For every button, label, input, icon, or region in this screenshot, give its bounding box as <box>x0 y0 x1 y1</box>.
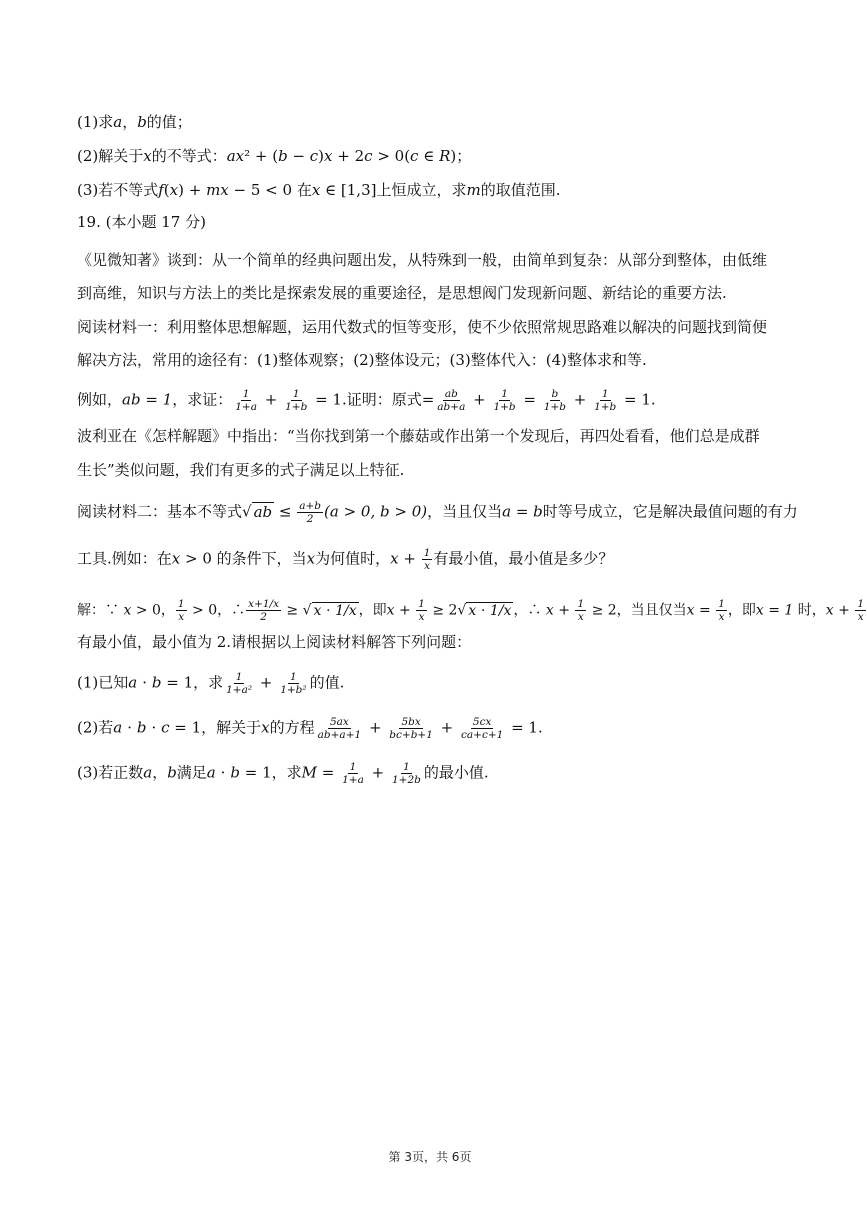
tool-line: 工具.例如：在𝑥 > 0 的条件下，当𝑥为何值时，𝑥 + $\frac{1}{\text{𝑥}}$ 有最小值，最小值是多少？ <box>77 547 614 572</box>
q18-part2: (2)解关于𝑥的不等式：𝑎𝑥² + (𝑏 − 𝑐)𝑥 + 2𝑐 > 0(𝑐 ∈ 𝑅)； <box>77 147 472 165</box>
solution-end: 有最小值，最小值为 2.请根据以上阅读材料解答下列问题： <box>77 633 472 651</box>
fraction: $\frac{1}{\text{𝑥}}$ <box>577 598 585 623</box>
q18-part3: (3)若不等式𝑓(𝑥) + 𝑚𝑥 − 5 < 0 在𝑥 ∈ [1,3]上恒成立，求𝑚的取值范围. <box>77 181 561 199</box>
fraction: $\frac{1}{\text{𝑥}}$ <box>418 598 425 623</box>
fraction: $\frac{\text{𝑎+𝑏}}{2}$ <box>299 500 322 525</box>
q19-heading: 19. (本小题 17 分) <box>77 213 206 231</box>
part2-prefix: (2)若𝑎 ⋅ 𝑏 ⋅ 𝑐 = 1，解关于𝑥的方程 <box>77 718 315 737</box>
example-prove: ，求证： <box>172 390 233 409</box>
fraction: $\frac{\text{5𝑏𝑥}}{\text{𝑏𝑐+𝑏+1}}$ <box>389 716 433 741</box>
fraction: $\frac{\text{5𝑐𝑥}}{\text{𝑐𝑎+𝑐+1}}$ <box>461 716 504 741</box>
tool-suffix: 有最小值，最小值是多少？ <box>433 549 614 568</box>
fraction: $\frac{1}{\text{1+2𝑏}}$ <box>391 761 421 786</box>
part3-suffix: 的最小值. <box>423 763 489 782</box>
fraction: $\frac{1}{\text{1+𝑏²}}$ <box>280 671 307 696</box>
material2-line: 阅读材料二：基本不等式√ 𝑎𝑏 ≤ $\frac{\text{𝑎+𝑏}}{2}$ (𝑎 > 0, 𝑏 > 0)，当且仅当𝑎 = 𝑏时等号成立，它是解决最值问题的有力 <box>77 500 798 525</box>
fraction: $\frac{\text{𝑏}}{\text{1+𝑏}}$ <box>543 388 566 413</box>
fraction: $\frac{1}{\text{𝑥}}$ <box>718 598 725 623</box>
q18-part1: (1)求𝑎，𝑏的值； <box>77 113 192 131</box>
fraction: $\frac{1}{\text{1+𝑏}}$ <box>594 388 617 413</box>
example-line: 例如，𝑎𝑏 = 1，求证： $\frac{1}{\text{1+𝑎}}$ + $\frac{1}{\text{1+𝑏}}$ = 1.证明：原式= $\frac{\text{𝑎𝑏}}{\text{𝑎𝑏+𝑎}}$ + $\frac{1}{\text{1+𝑏}}$ = $\frac{\text{𝑏}}{\text{1+𝑏}}$ + $\frac{1}{\text{1+𝑏}}$ = 1. <box>77 388 656 413</box>
fraction: $\frac{1}{\text{1+𝑎}}$ <box>342 761 364 786</box>
part2-suffix: = 1. <box>506 718 543 737</box>
example-prefix: 例如， <box>77 390 123 409</box>
material1-line2: 解决方法，常用的途径有：(1)整体观察；(2)整体设元；(3)整体代入：(4)整体求和等. <box>77 351 647 369</box>
q19-part1: (1)已知𝑎 ⋅ 𝑏 = 1，求 $\frac{1}{\text{1+𝑎²}}$ + $\frac{1}{\text{1+𝑏²}}$ 的值. <box>77 671 345 696</box>
material1-line1: 阅读材料一：利用整体思想解题，运用代数式的恒等变形，使不少依照常规思路难以解决的问题找到简便 <box>77 318 768 336</box>
polya-line1: 波利亚在《怎样解题》中指出：“当你找到第一个藤菇或作出第一个发现后，再四处看看，他们总是成群 <box>77 427 760 445</box>
fraction: $\frac{\text{𝑥+1/𝑥}}{2}$ <box>248 598 279 623</box>
fraction: $\frac{1}{\text{1+𝑎²}}$ <box>226 671 253 696</box>
material2-suffix: ，当且仅当𝑎 = 𝑏时等号成立，它是解决最值问题的有力 <box>427 502 798 521</box>
q19-intro-line1: 《见微知著》谈到：从一个简单的经典问题出发，从特殊到一般，由简单到复杂：从部分到整体，由低维 <box>77 251 768 269</box>
example-proof-label: .证明：原式= <box>341 390 435 409</box>
part1-suffix: 的值. <box>309 673 345 692</box>
fraction: $\frac{1}{\text{1+𝑎}}$ <box>235 388 257 413</box>
part3-prefix: (3)若正数𝑎，𝑏满足𝑎 ⋅ 𝑏 = 1，求𝑀 = <box>77 763 340 782</box>
polya-line2: 生长”类似问题，我们有更多的式子满足以上特征. <box>77 461 405 479</box>
fraction: $\frac{1}{\text{𝑥}}$ <box>423 547 431 572</box>
fraction: $\frac{\text{𝑎𝑏}}{\text{𝑎𝑏+𝑎}}$ <box>437 388 466 413</box>
fraction: $\frac{\text{5𝑎𝑥}}{\text{𝑎𝑏+𝑎+1}}$ <box>317 716 362 741</box>
solution-line: 解：∵ 𝑥 > 0， $\frac{1}{\text{𝑥}}$ > 0，∴ $\frac{\text{𝑥+1/𝑥}}{2}$ ≥ √ 𝑥 ⋅ 1/𝑥 ，即𝑥 + $\frac{1}{\text{𝑥}}$ ≥ 2√ 𝑥 ⋅ 1/𝑥 ，∴ 𝑥 + $\frac{1}{\text{𝑥}}$ ≥ 2，当且仅当𝑥 = $\frac{1}{\text{𝑥}}$ ，即𝑥 = 1 时，𝑥 + $\frac{1}{\text{𝑥}}$ <box>77 598 864 623</box>
material2-prefix: 阅读材料二：基本不等式 <box>77 502 243 521</box>
q19-part3: (3)若正数𝑎，𝑏满足𝑎 ⋅ 𝑏 = 1，求𝑀 = $\frac{1}{\text{1+𝑎}}$ + $\frac{1}{\text{1+2𝑏}}$ 的最小值. <box>77 761 489 786</box>
part1-prefix: (1)已知𝑎 ⋅ 𝑏 = 1，求 <box>77 673 224 692</box>
example-given: 𝑎𝑏 = 1 <box>122 390 173 409</box>
fraction: $\frac{1}{\text{1+𝑏}}$ <box>493 388 516 413</box>
solution-prefix: 解：∵ 𝑥 > 0， <box>77 602 175 619</box>
q19-part2: (2)若𝑎 ⋅ 𝑏 ⋅ 𝑐 = 1，解关于𝑥的方程 $\frac{\text{5𝑎𝑥}}{\text{𝑎𝑏+𝑎+1}}$ + $\frac{\text{5𝑏𝑥}}{\text{𝑏𝑐+𝑏+1}}$ + $\frac{\text{5𝑐𝑥}}{\text{𝑐𝑎+𝑐+1}}$ = 1. <box>77 716 543 741</box>
tool-prefix: 工具.例如：在𝑥 > 0 的条件下，当𝑥为何值时， <box>77 549 391 568</box>
material2-condition: (𝑎 > 0, 𝑏 > 0) <box>324 502 428 521</box>
page-footer: 第 3页，共 6页 <box>388 1150 472 1164</box>
q19-intro-line2: 到高维，知识与方法上的类比是探索发展的重要途径，是思想阀门发现新问题、新结论的重要方法. <box>77 284 727 302</box>
sqrt-expression: √ 𝑎𝑏 <box>242 502 273 521</box>
fraction: $\frac{1}{\text{𝑥}}$ <box>857 598 864 623</box>
fraction: $\frac{1}{\text{1+𝑏}}$ <box>285 388 308 413</box>
fraction: $\frac{1}{\text{𝑥}}$ <box>177 598 185 623</box>
